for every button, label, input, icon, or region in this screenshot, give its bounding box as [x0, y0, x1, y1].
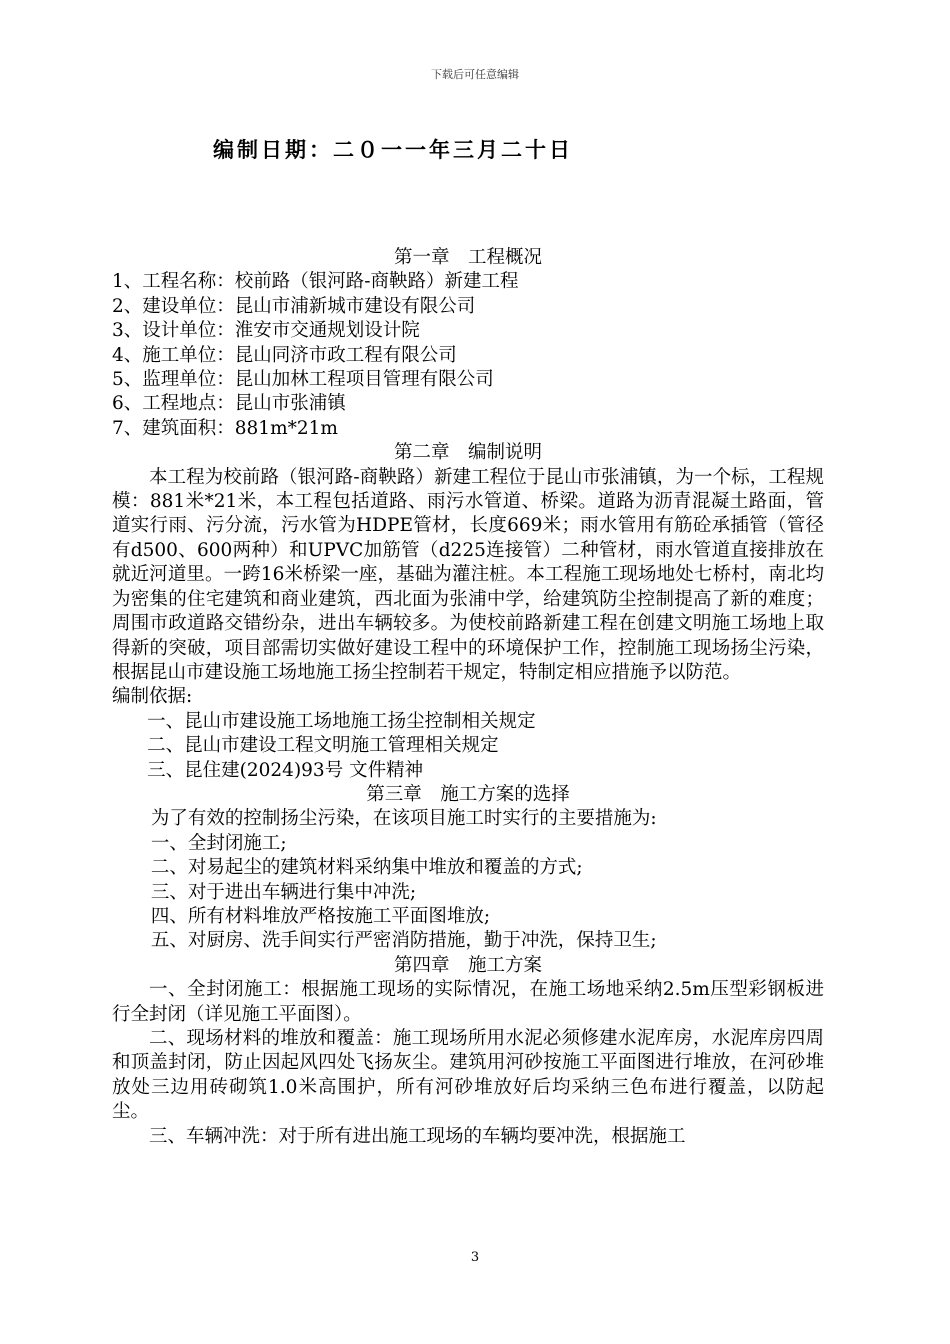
compile-date: 编制日期：二０一一年三月二十日 [213, 137, 573, 162]
measure-item: 一、全封闭施工; [150, 832, 287, 854]
basis-item: 一、昆山市建设施工场地施工扬尘控制相关规定 [147, 710, 536, 732]
project-info-item: 4、施工单位：昆山同济市政工程有限公司 [112, 344, 457, 366]
project-info-item: 7、建筑面积：881m*21m [112, 417, 338, 439]
document-body [112, 246, 824, 1149]
project-info-item: 2、建设单位：昆山市浦新城市建设有限公司 [112, 295, 476, 317]
measure-item: 二、对易起尘的建筑材料采纳集中堆放和覆盖的方式; [150, 857, 583, 879]
measure-item: 五、对厨房、洗手间实行严密消防措施，勤于冲洗，保持卫生; [150, 930, 657, 952]
plan-paragraph: 一、全封闭施工：根据施工现场的实际情况，在施工场地采纳2.5m压型彩钢板进行全封闭（详见施工平面图）。 [112, 979, 824, 1025]
basis-item: 二、昆山市建设工程文明施工管理相关规定 [147, 735, 499, 757]
header-note: 下载后可任意编辑 [431, 68, 519, 81]
project-info-item: 5、监理单位：昆山加林工程项目管理有限公司 [112, 369, 494, 391]
measures-intro: 为了有效的控制扬尘污染，在该项目施工时实行的主要措施为: [150, 808, 657, 830]
chapter-2-title: 第二章 编制说明 [393, 442, 542, 464]
project-info-item: 3、设计单位：淮安市交通规划设计院 [112, 320, 420, 342]
chapter-1-title: 第一章 工程概况 [393, 247, 542, 268]
compile-description-paragraph: 本工程为校前路（银河路-商鞅路）新建工程位于昆山市张浦镇，为一个标，工程规模：881米*21米，本工程包括道路、雨污水管道、桥梁。道路为沥青混凝土路面，管道实行雨、污分流，污水管为HDPE管材，长度669米；雨水管用有筋砼承插管（管径有d500、600两种）和UPVC加筋管（d225连接管）二种管材，雨水管道直接排放在就近河道里。一跨16米桥梁一座，基础为灌注桩。本工程施工现场地处七桥村，南北均为密集的住宅建筑和商业建筑，西北面为张浦中学，给建筑防尘控制提高了新的难度；周围市政道路交错纷杂，进出车辆较多。为使校前路新建工程在创建文明施工场地上取得新的突破，项目部需切实做好建设工程中的环境保护工作，控制施工现场扬尘污染，根据昆山市建设施工场地施工扬尘控制若干规定，特制定相应措施予以防范。 [112, 466, 824, 683]
basis-item: 三、昆住建(2024)93号 文件精神 [147, 759, 424, 781]
basis-label: 编制依据: [112, 686, 193, 708]
chapter-4-title: 第四章 施工方案 [393, 954, 542, 976]
page-number: 3 [470, 1250, 480, 1265]
plan-paragraph: 三、车辆冲洗：对于所有进出施工现场的车辆均要冲洗，根据施工 [149, 1125, 686, 1147]
measure-item: 三、对于进出车辆进行集中冲洗; [150, 881, 417, 903]
chapter-3-title: 第三章 施工方案的选择 [366, 783, 570, 805]
project-info-item: 6、工程地点：昆山市张浦镇 [112, 393, 346, 415]
project-info-item: 1、工程名称：校前路（银河路-商鞅路）新建工程 [112, 271, 519, 293]
plan-paragraph: 二、现场材料的堆放和覆盖：施工现场所用水泥必须修建水泥库房，水泥库房四周和顶盖封闭，防止因起风四处飞扬灰尘。建筑用河砂按施工平面图进行堆放，在河砂堆放处三边用砖砌筑1.0米高围护，所有河砂堆放好后均采纳三色布进行覆盖，以防起尘。 [112, 1028, 824, 1123]
measure-item: 四、所有材料堆放严格按施工平面图堆放; [150, 905, 491, 927]
